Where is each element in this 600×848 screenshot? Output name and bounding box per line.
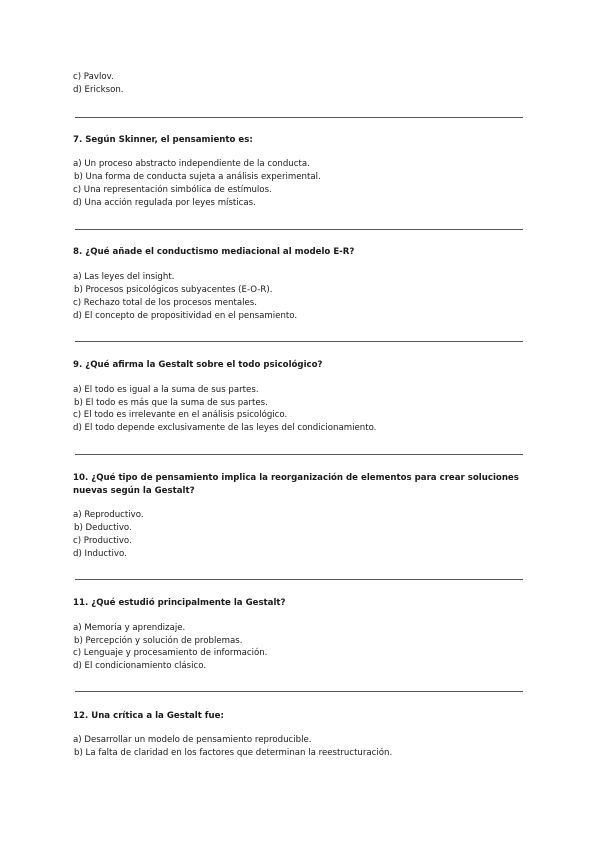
question-10-title: 10. ¿Qué tipo de pensamiento implica la reorganización de elementos para crear soluciones nuevas según la Gestalt?	[73, 473, 519, 496]
question-11-title: 11. ¿Qué estudió principalmente la Gestalt?	[73, 598, 286, 608]
question-7-option-c: c) Una representación simbólica de estímulos.	[73, 185, 272, 195]
question-7-option-b: b) Una forma de conducta sujeta a análisis experimental.	[74, 172, 321, 182]
question-11-option-c: c) Lenguaje y procesamiento de información.	[73, 648, 268, 658]
question-12-title: 12. Una crítica a la Gestalt fue:	[73, 711, 224, 721]
question-9-option-d: d) El todo depende exclusivamente de las leyes del condicionamiento.	[73, 423, 377, 433]
question-8-option-d: d) El concepto de propositividad en el pensamiento.	[73, 311, 298, 321]
separator-line	[75, 229, 523, 230]
question-10-option-c: c) Productivo.	[73, 536, 132, 546]
question-7-option-d: d) Una acción regulada por leyes místicas.	[73, 198, 256, 208]
question-10-option-d: d) Inductivo.	[73, 549, 127, 559]
separator-line	[75, 454, 523, 455]
question-7-title: 7. Según Skinner, el pensamiento es:	[73, 135, 253, 145]
question-9-option-b: b) El todo es más que la suma de sus partes.	[74, 398, 268, 408]
question-8-option-b: b) Procesos psicológicos subyacentes (E-O-R).	[74, 285, 273, 295]
question-11-option-d: d) El condicionamiento clásico.	[73, 661, 207, 671]
separator-line	[75, 579, 523, 580]
question-9-title: 9. ¿Qué afirma la Gestalt sobre el todo psicológico?	[73, 360, 323, 370]
option-d: d) Erickson.	[73, 85, 124, 95]
question-10-option-b: b) Deductivo.	[74, 523, 132, 533]
question-8-option-c: c) Rechazo total de los procesos mentales.	[73, 298, 257, 308]
question-9-option-a: a) El todo es igual a la suma de sus partes.	[73, 385, 259, 395]
question-7-option-a: a) Un proceso abstracto independiente de la conducta.	[73, 159, 310, 169]
separator-line	[75, 691, 523, 692]
separator-line	[75, 341, 523, 342]
option-c: c) Pavlov.	[73, 72, 114, 82]
question-8-title: 8. ¿Qué añade el conductismo mediacional al modelo E-R?	[73, 247, 355, 257]
question-8-option-a: a) Las leyes del insight.	[73, 272, 175, 282]
question-11-option-b: b) Percepción y solución de problemas.	[74, 636, 243, 646]
separator-line	[75, 117, 523, 118]
question-10-option-a: a) Reproductivo.	[73, 510, 144, 520]
question-11-option-a: a) Memoria y aprendizaje.	[73, 623, 186, 633]
question-12-option-a: a) Desarrollar un modelo de pensamiento reproducible.	[73, 735, 312, 745]
question-12-option-b: b) La falta de claridad en los factores que determinan la reestructuración.	[74, 748, 393, 758]
question-9-option-c: c) El todo es irrelevante en el análisis psicológico.	[73, 410, 288, 420]
